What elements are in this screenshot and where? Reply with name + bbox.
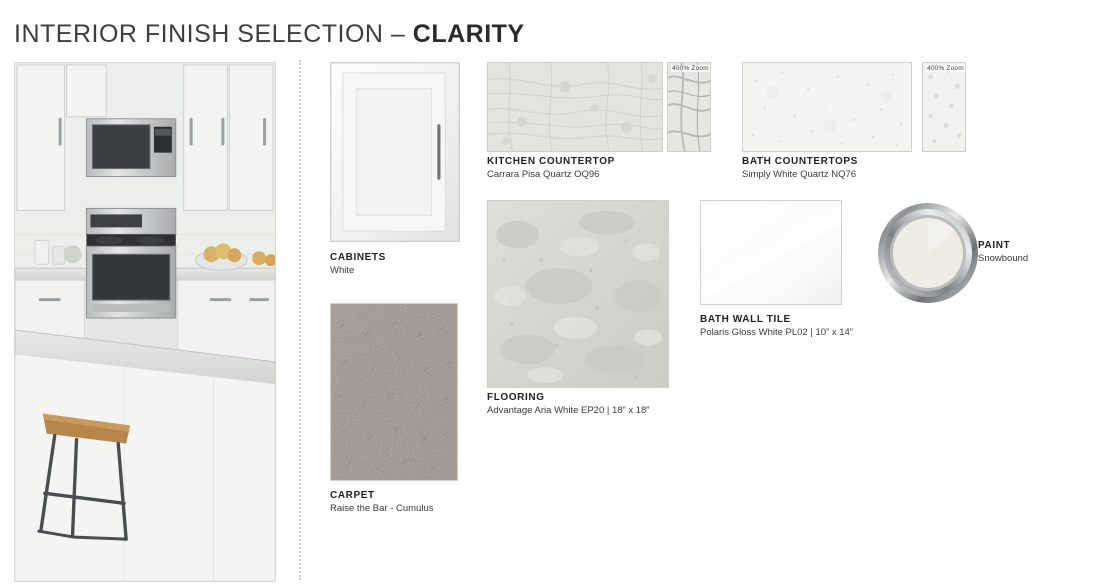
bath-wall-tile-title: BATH WALL TILE xyxy=(700,314,791,325)
kitchen-countertop-zoom-tag: 400% Zoom xyxy=(672,65,709,72)
gloss-white-tile-texture xyxy=(701,201,841,304)
carpet-label xyxy=(330,490,433,514)
bath-countertops-title: BATH COUNTERTOPS xyxy=(742,156,858,167)
simply-white-quartz-zoom-texture xyxy=(923,63,965,151)
kitchen-countertop-title: KITCHEN COUNTERTOP xyxy=(487,156,615,167)
carpet-texture xyxy=(331,304,457,480)
flooring-swatch xyxy=(487,200,669,388)
flooring-subtitle: Advantage Aria White EP20 | 18” x 18” xyxy=(487,405,650,416)
page-title-prefix: INTERIOR FINISH SELECTION – xyxy=(14,20,413,48)
bath-countertops-label xyxy=(742,156,858,180)
bath-wall-tile-swatch xyxy=(700,200,842,305)
bath-countertops-zoom-swatch xyxy=(922,62,966,152)
carrara-quartz-texture xyxy=(488,63,662,151)
kitchen-interior-photo xyxy=(14,62,276,582)
carpet-title: CARPET xyxy=(330,490,375,501)
carpet-swatch xyxy=(330,303,458,481)
cabinets-subtitle: White xyxy=(330,265,355,276)
cabinets-label xyxy=(330,252,386,276)
aria-white-tile-texture xyxy=(488,201,668,387)
cabinet-door-illustration xyxy=(331,63,459,241)
kitchen-countertop-swatch xyxy=(487,62,663,152)
bath-wall-tile-subtitle: Polaris Gloss White PL02 | 10” x 14” xyxy=(700,327,853,338)
cabinets-title: CABINETS xyxy=(330,252,386,263)
carpet-subtitle: Raise the Bar - Cumulus xyxy=(330,503,434,514)
paint-can-swatch xyxy=(876,201,980,305)
bath-countertops-zoom-tag: 400% Zoom xyxy=(927,65,964,72)
flooring-label xyxy=(487,392,649,416)
kitchen-photo-illustration xyxy=(15,63,275,581)
simply-white-quartz-texture xyxy=(743,63,911,151)
bath-countertops-subtitle: Simply White Quartz NQ76 xyxy=(742,169,857,180)
kitchen-countertop-zoom-swatch xyxy=(667,62,711,152)
kitchen-countertop-label xyxy=(487,156,615,180)
vertical-divider xyxy=(299,60,301,580)
page-title xyxy=(14,20,525,49)
cabinets-swatch xyxy=(330,62,460,242)
paint-can-illustration xyxy=(876,201,980,305)
flooring-title: FLOORING xyxy=(487,392,545,403)
page-title-brand: CLARITY xyxy=(412,20,525,48)
paint-subtitle: Snowbound xyxy=(978,253,1029,264)
paint-label xyxy=(978,240,1028,264)
bath-countertops-swatch xyxy=(742,62,912,152)
kitchen-countertop-subtitle: Carrara Pisa Quartz OQ96 xyxy=(487,169,600,180)
bath-wall-tile-label xyxy=(700,314,853,338)
paint-title: PAINT xyxy=(978,240,1011,251)
carrara-quartz-zoom-texture xyxy=(668,63,710,151)
